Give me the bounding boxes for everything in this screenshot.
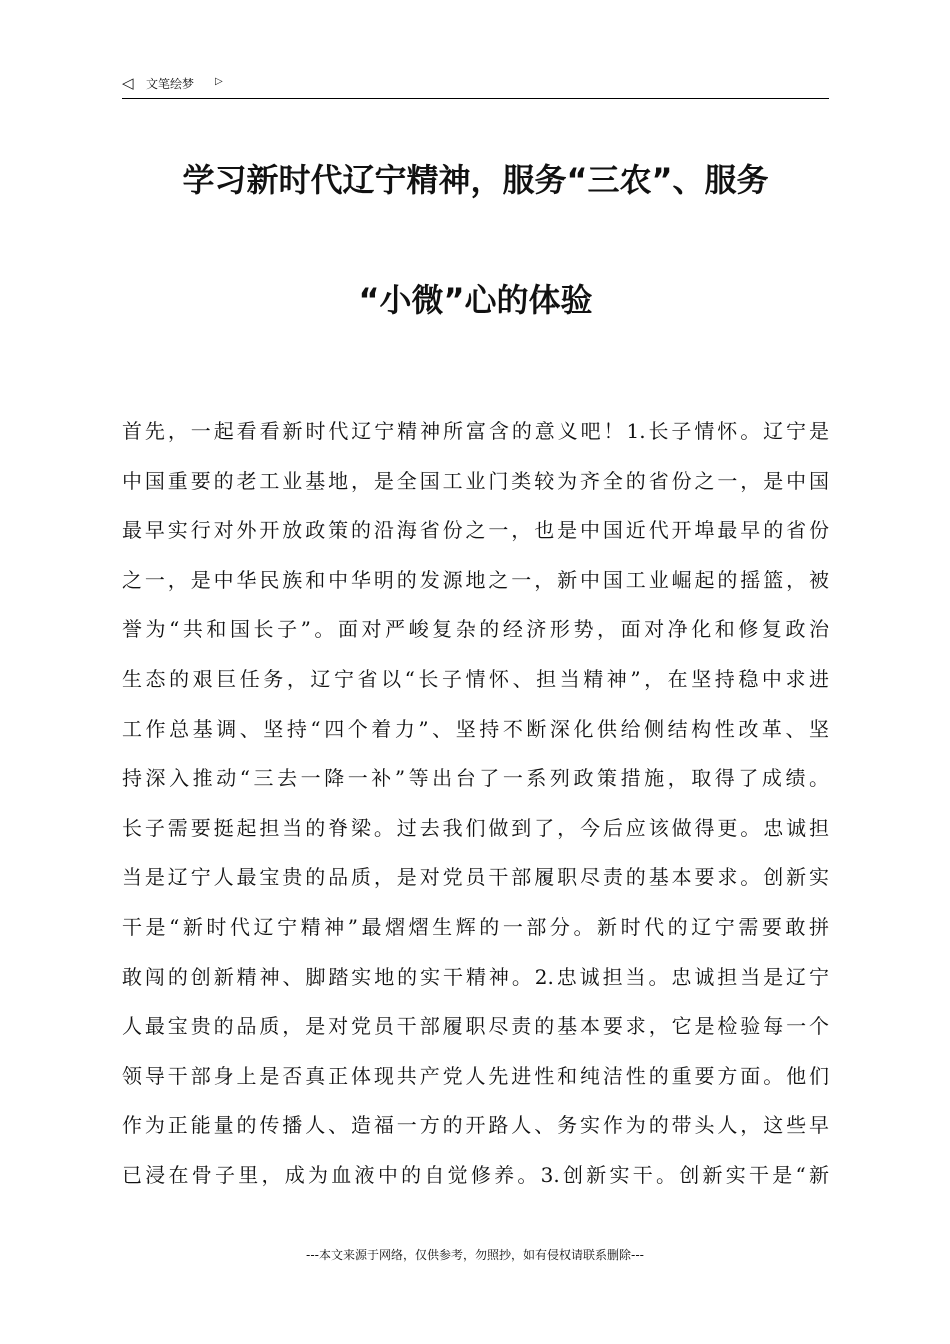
body-line: 之一，是中华民族和中华明的发源地之一，新中国工业崛起的摇篮，被 [122, 567, 829, 592]
body-line: 誉为“共和国长子”。面对严峻复杂的经济形势，面对净化和修复政治 [122, 617, 829, 642]
body-line: 长子需要挺起担当的脊梁。过去我们做到了，今后应该做得更。忠诚担 [122, 815, 829, 840]
body-line: 人最宝贵的品质，是对党员干部履职尽责的基本要求，它是检验每一个 [122, 1014, 829, 1039]
body-line: 作为正能量的传播人、造福一方的开路人、务实作为的带头人，这些早 [122, 1113, 829, 1138]
body-line: 中国重要的老工业基地，是全国工业门类较为齐全的省份之一，是中国 [122, 468, 829, 493]
page-footer: ---本文来源于网络，仅供参考，勿照抄，如有侵权请联系删除--- [306, 1248, 644, 1262]
document-title-line-1: 学习新时代辽宁精神，服务“三农”、服务 [182, 161, 769, 199]
document-title-line-2: “小微”心的体验 [358, 281, 593, 319]
body-line: 已浸在骨子里，成为血液中的自觉修养。3.创新实干。创新实干是“新 [122, 1162, 829, 1187]
body-line: 工作总基调、坚持“四个着力”、坚持不断深化供给侧结构性改革、坚 [122, 716, 829, 741]
body-line: 最早实行对外开放政策的沿海省份之一，也是中国近代开埠最早的省份 [122, 518, 829, 543]
body-line: 领导干部身上是否真正体现共产党人先进性和纯洁性的重要方面。他们 [122, 1063, 829, 1088]
body-line: 持深入推动“三去一降一补”等出台了一系列政策措施，取得了成绩。 [122, 766, 829, 791]
left-triangle-icon: ◁ [122, 74, 134, 92]
body-line: 当是辽宁人最宝贵的品质，是对党员干部履职尽责的基本要求。创新实 [122, 865, 829, 890]
body-line: 生态的艰巨任务，辽宁省以“长子情怀、担当精神”，在坚持稳中求进 [122, 666, 829, 691]
body-line: 敢闯的创新精神、脚踏实地的实干精神。2.忠诚担当。忠诚担当是辽宁 [122, 964, 829, 989]
body-paragraph [122, 407, 829, 1201]
body-line: 首先，一起看看新时代辽宁精神所富含的意义吧！1.长子情怀。辽宁是 [122, 419, 829, 443]
page-header [122, 72, 829, 99]
right-triangle-icon: ▷ [215, 76, 223, 87]
header-text: 文笔绘梦 [146, 77, 195, 91]
body-line: 干是“新时代辽宁精神”最熠熠生辉的一部分。新时代的辽宁需要敢拼 [122, 914, 829, 939]
